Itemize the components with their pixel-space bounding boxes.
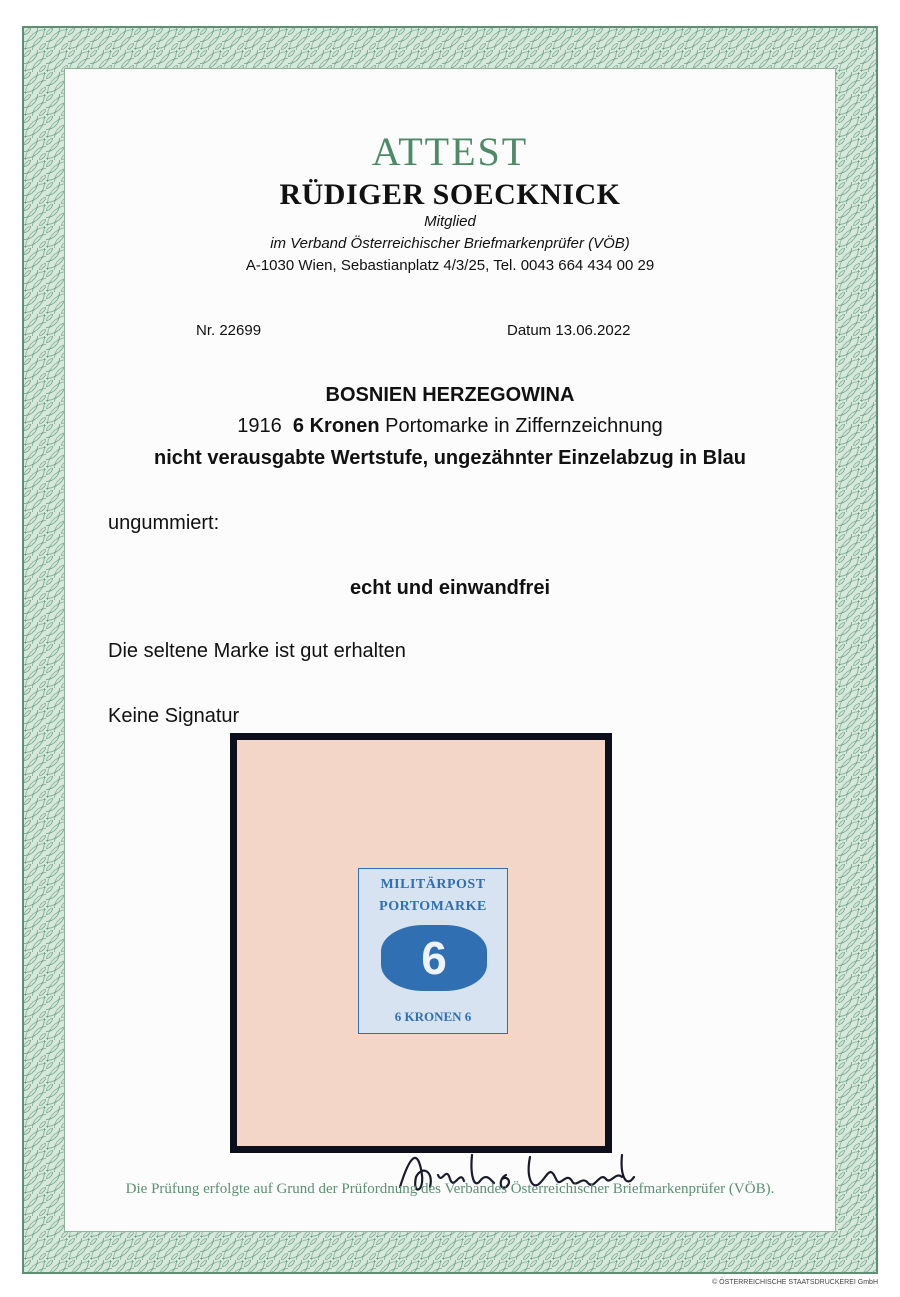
stamp-value-digit: 6 — [421, 932, 447, 984]
association-text: im Verband Österreichischer Briefmarkenprüfer (VÖB) — [270, 235, 630, 252]
issuer-name: RÜDIGER SOECKNICK — [279, 178, 621, 211]
footer-note: Die Prüfung erfolgte auf Grund der Prüfordnung des Verbandes Österreichischer Briefmarkenprüfer (VÖB). — [125, 1181, 775, 1197]
stamp-value-oval — [381, 925, 487, 991]
stamp-second-text: PORTOMARKE — [379, 899, 487, 914]
country-heading: BOSNIEN HERZEGOWINA — [325, 384, 575, 406]
stamp-image — [358, 868, 508, 1034]
condition-text: Die seltene Marke ist gut erhalten — [108, 640, 406, 662]
verdict: echt und einwandfrei — [349, 577, 551, 599]
certificate-number: Nr. 22699 — [196, 322, 262, 339]
certificate-date: Datum 13.06.2022 — [507, 322, 631, 339]
certificate-title: ATTEST — [371, 129, 529, 174]
printer-copyright: © ÖSTERREICHISCHE STAATSDRUCKEREI GmbH — [712, 1279, 878, 1286]
stamp-bottom-text: 6 KRONEN 6 — [394, 1009, 472, 1024]
variety-text: nicht verausgabte Wertstufe, ungezähnter Einzelabzug in Blau — [154, 447, 746, 469]
stamp-top-text: MILITÄRPOST — [380, 877, 486, 892]
stamp-photo — [230, 733, 612, 1153]
denomination: 6 Kronen — [292, 415, 380, 437]
membership-text: Mitglied — [424, 213, 476, 230]
stamp-description — [0, 415, 900, 438]
photo-background — [237, 740, 605, 1146]
stamp-type: Portomarke in Ziffernzeichnung — [385, 415, 663, 437]
issuer-address: A-1030 Wien, Sebastianplatz 4/3/25, Tel. 0043 664 434 00 29 — [245, 257, 655, 274]
gum-status: ungummiert: — [108, 512, 220, 534]
signature-note: Keine Signatur — [108, 705, 240, 727]
issue-year: 1916 — [237, 415, 282, 437]
